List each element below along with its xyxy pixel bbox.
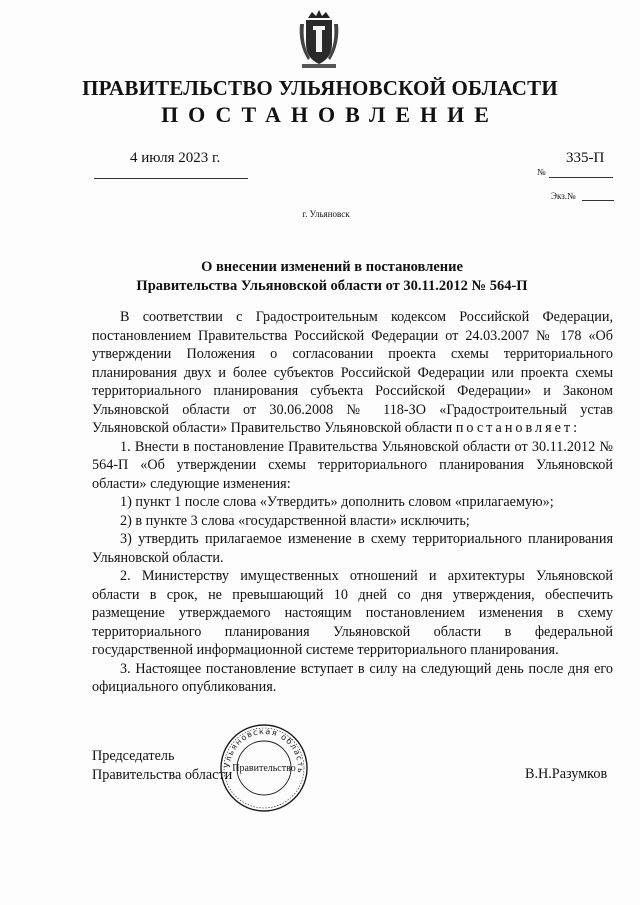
date-underline bbox=[94, 178, 248, 179]
copy-number-label: Экз.№ bbox=[551, 191, 576, 201]
signatory-name: В.Н.Разумков bbox=[525, 766, 608, 782]
heading-line-2: Правительства Ульяновской области от 30.11.2012 № 564-П bbox=[136, 278, 528, 294]
stamp-ring-text: Ульяновская область bbox=[222, 726, 306, 775]
item-2-paragraph: 2. Министерству имущественных отношений и архитектуры Ульяновской области в срок, не превышающий 10 дней со дня утверждения, обеспечить размещение утверждаемого настоящим постановлением изменения в схему территориального планирования Ульяновской области в федеральной государственной информационной системе территориального планирования. bbox=[92, 568, 613, 658]
number-underline bbox=[549, 177, 613, 178]
preamble-paragraph bbox=[92, 308, 613, 438]
item-1-2-paragraph: 2) в пункте 3 слова «государственной власти» исключить; bbox=[120, 512, 470, 529]
position-line-2: Правительства области bbox=[92, 767, 233, 783]
document-date: 4 июля 2023 г. bbox=[130, 150, 221, 166]
signatory-position bbox=[92, 747, 232, 785]
official-stamp-icon bbox=[218, 722, 310, 814]
copy-number-underline bbox=[582, 200, 614, 201]
document-number: 335-П bbox=[566, 150, 605, 166]
item-1-3-paragraph: 3) утвердить прилагаемое изменение в схему территориального планирования Ульяновской области. bbox=[92, 531, 613, 566]
document-type: ПОСТАНОВЛЕНИЕ bbox=[161, 102, 499, 127]
resolves-word: постановляет: bbox=[455, 420, 581, 436]
stamp-center-text: Правительство bbox=[232, 763, 296, 774]
document-heading bbox=[0, 258, 640, 296]
preamble-text: В соответствии с Градостроительным кодексом Российской Федерации, постановлением Правительства Российской Федерации от 24.03.2007 № 178 «Об утверждении Положения о согласовании проекта схемы территориального планирования двух и более субъектов Российской Федерации или проекта схемы территориального планирования субъекта Российской Федерации» и Законом Ульяновской области от 30.06.2008 № 118-ЗО «Градостроительный устав Ульяновской области» Правительство Ульяновской области bbox=[92, 309, 613, 436]
item-1-paragraph: 1. Внести в постановление Правительства Ульяновской области от 30.11.2012 № 564-П «Об утверждении схемы территориального планирования Ульяновской области» следующие изменения: bbox=[92, 438, 613, 492]
city-label: г. Ульяновск bbox=[302, 209, 350, 219]
coat-of-arms-icon bbox=[296, 10, 342, 70]
document-body bbox=[92, 308, 613, 697]
number-sign: № bbox=[537, 167, 546, 177]
heading-line-1: О внесении изменений в постановление bbox=[201, 259, 463, 275]
item-1-1-paragraph: 1) пункт 1 после слова «Утвердить» дополнить словом «прилагаемую»; bbox=[120, 494, 554, 510]
position-line-1: Председатель bbox=[92, 748, 175, 764]
item-3-paragraph: 3. Настоящее постановление вступает в силу на следующий день после дня его официального опубликования. bbox=[92, 660, 613, 695]
government-title: ПРАВИТЕЛЬСТВО УЛЬЯНОВСКОЙ ОБЛАСТИ bbox=[82, 76, 558, 100]
